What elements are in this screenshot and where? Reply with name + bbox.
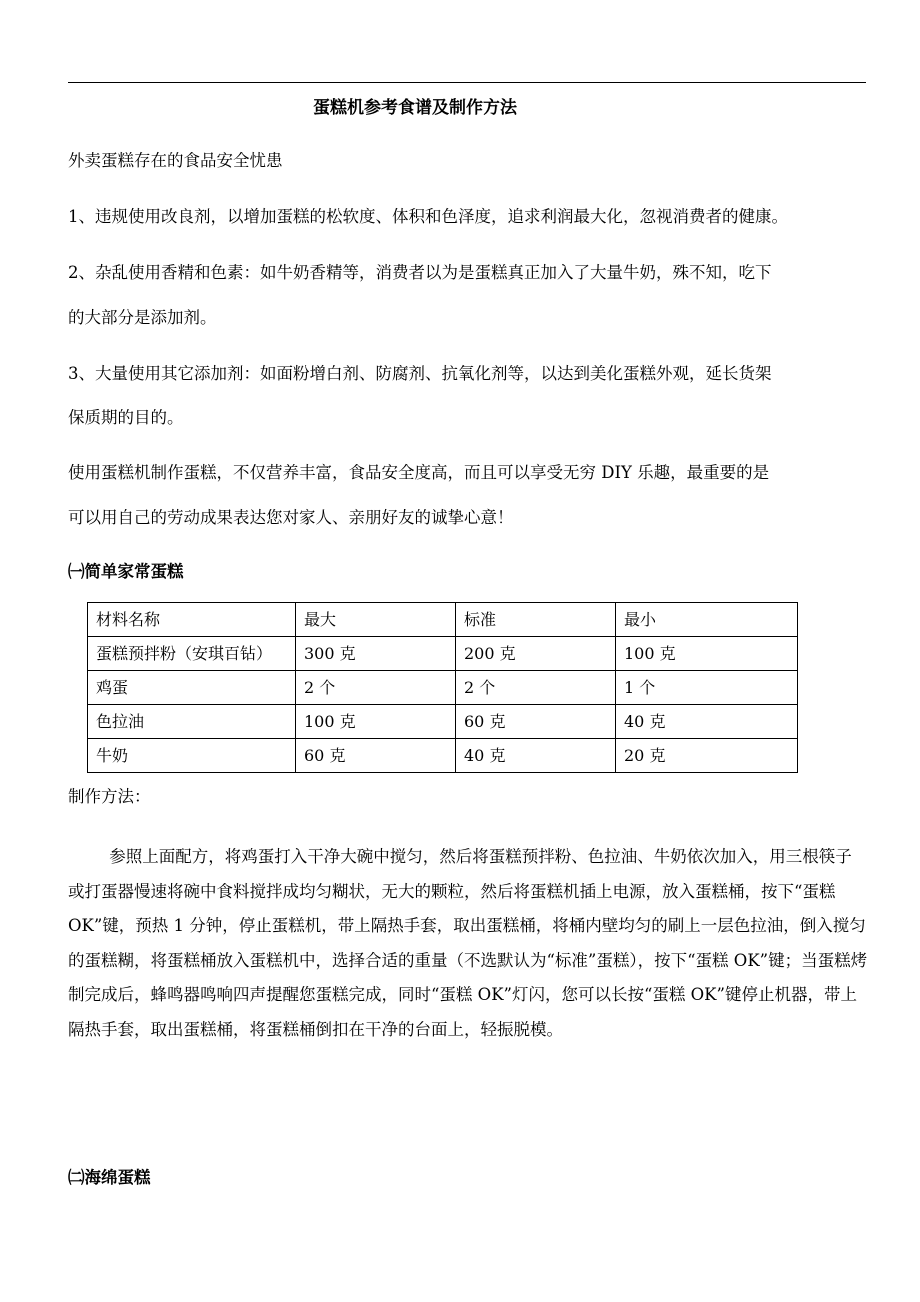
page-title: 蛋糕机参考食谱及制作方法: [313, 98, 517, 118]
table-cell: 100 克: [616, 637, 798, 671]
table-cell: 色拉油: [88, 705, 296, 739]
table-header-cell: 标准: [456, 603, 616, 637]
ingredients-table: [87, 602, 798, 773]
table-cell: 蛋糕预拌粉（安琪百钻）: [88, 637, 296, 671]
table-cell: 40 克: [616, 705, 798, 739]
table-cell: 鸡蛋: [88, 671, 296, 705]
table-header-cell: 最大: [296, 603, 456, 637]
method-label: 制作方法：: [68, 787, 151, 806]
section-1-heading: ㈠简单家常蛋糕: [68, 562, 184, 581]
table-cell: 200 克: [456, 637, 616, 671]
item-3-line-1: 3、大量使用其它添加剂：如面粉增白剂、防腐剂、抗氧化剂等，以达到美化蛋糕外观，延长货架: [68, 364, 772, 383]
promo-line-1: 使用蛋糕机制作蛋糕，不仅营养丰富，食品安全度高，而且可以享受无穷 DIY 乐趣，最重要的是: [68, 463, 770, 482]
table-header-cell: 材料名称: [88, 603, 296, 637]
table-cell: 40 克: [456, 739, 616, 773]
promo-line-2: 可以用自己的劳动成果表达您对家人、亲朋好友的诚挚心意！: [68, 508, 514, 527]
table-cell: 牛奶: [88, 739, 296, 773]
method-text: 参照上面配方，将鸡蛋打入干净大碗中搅匀，然后将蛋糕预拌粉、色拉油、牛奶依次加入，用三根筷子或打蛋器慢速将碗中食料搅拌成均匀糊状，无大的颗粒，然后将蛋糕机插上电源，放入蛋糕桶，按下“蛋糕 OK”键，预热 1 分钟，停止蛋糕机，带上隔热手套，取出蛋糕桶，将桶内壁均匀的刷上一层色拉油，倒入搅匀的蛋糕糊，将蛋糕桶放入蛋糕机中，选择合适的重量（不选默认为“标准”蛋糕），按下“蛋糕 OK”键；当蛋糕烤制完成后，蜂鸣器鸣响四声提醒您蛋糕完成，同时“蛋糕 OK”灯闪，您可以长按“蛋糕 OK”键停止机器，带上隔热手套，取出蛋糕桶，将蛋糕桶倒扣在干净的台面上，轻振脱模。: [68, 847, 868, 1039]
item-2-line-2: 的大部分是添加剂。: [68, 308, 217, 327]
table-header-row: [88, 603, 798, 637]
table-row: [88, 671, 798, 705]
table-cell: 1 个: [616, 671, 798, 705]
table-row: [88, 637, 798, 671]
item-2-line-1: 2、杂乱使用香精和色素：如牛奶香精等，消费者以为是蛋糕真正加入了大量牛奶，殊不知，吃下: [68, 263, 772, 282]
table-cell: 2 个: [296, 671, 456, 705]
table-cell: 100 克: [296, 705, 456, 739]
intro-heading: 外卖蛋糕存在的食品安全忧患: [68, 151, 283, 170]
item-1-line-1: 1、违规使用改良剂，以增加蛋糕的松软度、体积和色泽度，追求利润最大化，忽视消费者的健康。: [68, 207, 788, 226]
section-2-heading: ㈡海绵蛋糕: [68, 1168, 151, 1187]
table-header-cell: 最小: [616, 603, 798, 637]
header-rule: [68, 82, 866, 83]
table-cell: 60 克: [296, 739, 456, 773]
table-row: [88, 705, 798, 739]
item-3-line-2: 保质期的目的。: [68, 408, 184, 427]
table-cell: 20 克: [616, 739, 798, 773]
table-cell: 2 个: [456, 671, 616, 705]
table-row: [88, 739, 798, 773]
method-paragraph: [68, 840, 868, 1047]
table-cell: 60 克: [456, 705, 616, 739]
table-cell: 300 克: [296, 637, 456, 671]
